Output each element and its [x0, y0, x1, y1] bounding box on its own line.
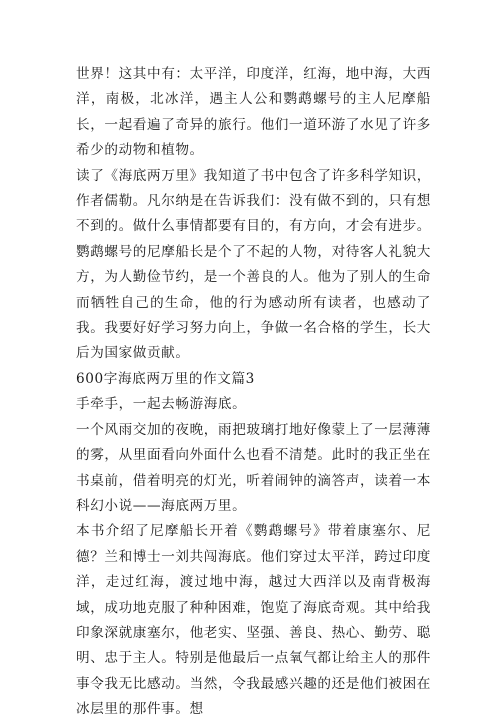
paragraph-3: 手牵手，一起去畅游海底。: [76, 396, 247, 413]
section-heading: 600字海底两万里的作文篇3: [76, 370, 255, 387]
paragraph-4: 一个风雨交加的夜晚，雨把玻璃打地好像蒙上了一层薄薄的雾，从里面看向外面什么也看不清楚。此时的我正坐在书桌前，借着明亮的灯光，听着闹钟的滴答声，读着一本科幻小说——海底两万里。: [76, 421, 431, 514]
paragraph-1: 世界！这其中有：太平洋，印度洋，红海，地中海，大西洋，南极，北冰洋，遇主人公和鹦鹉螺号的主人尼摩船长，一起看遍了奇异的旅行。他们一道环游了水见了许多希少的动物和植物。: [76, 66, 431, 159]
document-page: [76, 62, 431, 723]
paragraph-2: 读了《海底两万里》我知道了书中包含了许多科学知识，作者儒勒。凡尔纳是在告诉我们：没有做不到的，只有想不到的。做什么事情都要有目的，有方向，才会有进步。鹦鹉螺号的尼摩船长是个了不起的人物，对待客人礼貌大方，为人勤俭节约，是一个善良的人。他为了别人的生命而牺牲自己的生命，他的行为感动所有读者，也感动了我。我要好好学习努力向上，争做一名合格的学生，长大后为国家做贡献。: [76, 167, 431, 362]
paragraph-5: 本书介绍了尼摩船长开着《鹦鹉螺号》带着康塞尔、尼德？兰和博士一刘共闯海底。他们穿过太平洋，跨过印度洋，走过红海，渡过地中海，越过大西洋以及南背极海域，成功地克服了种种困难，饱览了海底奇观。其中给我印象深就康塞尔，他老实、坚强、善良、热心、勤劳、聪明、忠于主人。特别是他最后一点氧气都让给主人的那件事令我无比感动。当然，令我最感兴趣的还是他们被困在冰层里的那件事。想: [76, 523, 431, 718]
